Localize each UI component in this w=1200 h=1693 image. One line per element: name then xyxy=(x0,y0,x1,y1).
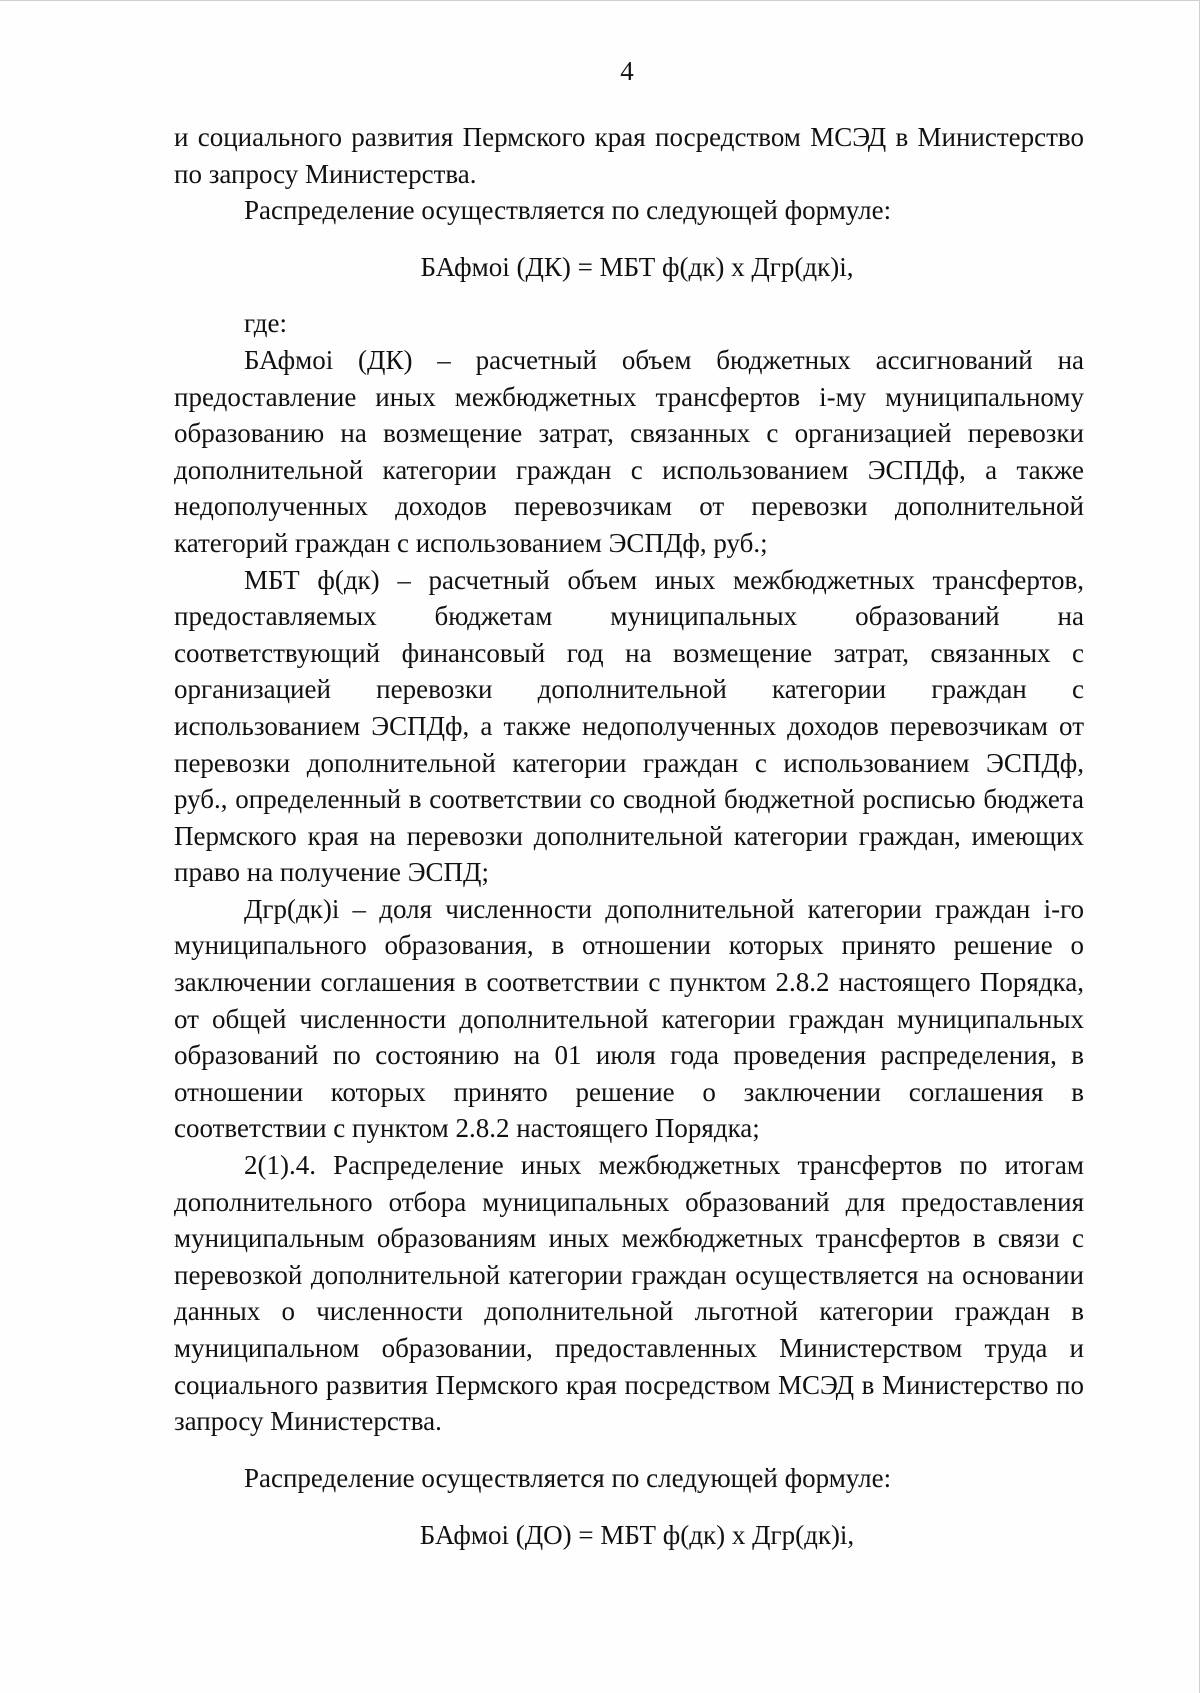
paragraph-2-1-4: 2(1).4. Распределение иных межбюджетных трансфертов по итогам дополнительного отбора муниципальных образований для предоставления муниципальным образованиям иных межбюджетных трансфертов в связи с перевозкой дополнительной категории граждан осуществляется на основании данных о численности дополнительной льготной категории граждан в муниципальном образовании, предоставленных Министерством труда и социального развития Пермского края посредством МСЭД в Министерство по запросу Министерства. xyxy=(174,1150,1084,1437)
page-number: 4 xyxy=(620,56,634,86)
definition-mbt-fdk: МБТ ф(дк) – расчетный объем иных межбюджетных трансфертов, предоставляемых бюджетам муниципальных образований на соответствующий финансовый год на возмещение затрат, связанных с организацией перевозки дополнительной категории граждан с использованием ЭСПДф, а также недополученных доходов перевозчикам от перевозки дополнительной категории граждан с использованием ЭСПДф, руб., определенный в соответствии со сводной бюджетной росписью бюджета Пермского края на перевозки дополнительной категории граждан, имеющих право на получение ЭСПД; xyxy=(174,564,1084,888)
paragraph-where: где: xyxy=(244,308,287,339)
paragraph-continuation: и социального развития Пермского края посредством МСЭД в Министерство по запросу Министерства. xyxy=(174,122,1084,189)
definition-dgr-dk: Дгр(дк)i – доля численности дополнительной категории граждан i-го муниципального образования, в отношении которых принято решение о заключении соглашения в соответствии с пунктом 2.8.2 настоящего Порядка, от общей численности дополнительной категории граждан муниципальных образований по состоянию на 01 июля года проведения распределения, в отношении которых принято решение о заключении соглашения в соответствии с пунктом 2.8.2 настоящего Порядка; xyxy=(174,893,1084,1144)
formula-dk: БАфмоi (ДК) = МБТ ф(дк) x Дгр(дк)i, xyxy=(420,251,854,282)
document-body xyxy=(174,119,1084,1554)
paragraph-distribution-intro: Распределение осуществляется по следующей формуле: xyxy=(244,195,892,226)
paragraph-distribution-intro-2: Распределение осуществляется по следующей формуле: xyxy=(244,1462,892,1493)
definition-bafmo-dk: БАфмоi (ДК) – расчетный объем бюджетных ассигнований на предоставление иных межбюджетных трансфертов i-му муниципальному образованию на возмещение затрат, связанных с организацией перевозки дополнительной категории граждан с использованием ЭСПДф, а также недополученных доходов перевозчикам от перевозки дополнительной категорий граждан с использованием ЭСПДф, руб.; xyxy=(174,344,1084,558)
formula-do: БАфмоi (ДО) = МБТ ф(дк) x Дгр(дк)i, xyxy=(419,1520,855,1551)
